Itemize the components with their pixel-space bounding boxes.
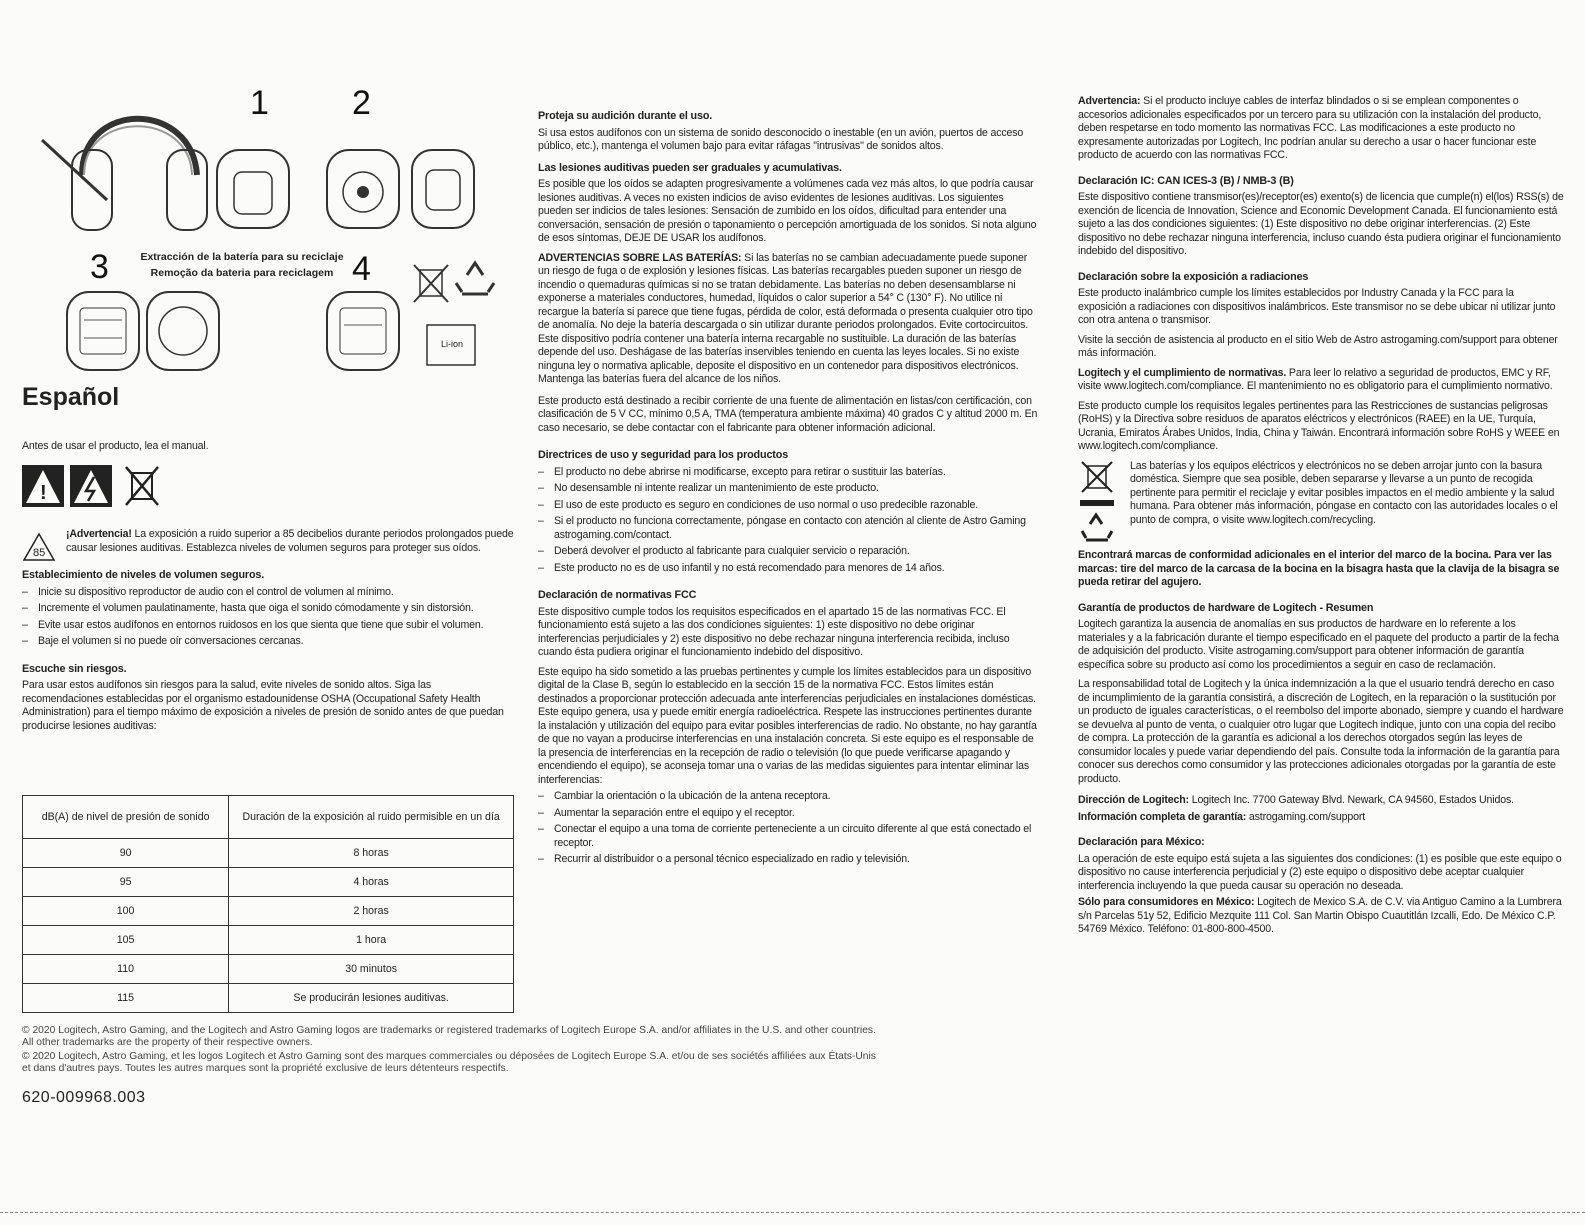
headset-illustration — [22, 80, 514, 380]
step-number-3: 3 — [90, 248, 109, 286]
list-item: – No desensamble ni intente realizar un mantenimiento de este producto. — [538, 482, 1038, 496]
safe-volume-heading: Establecimiento de niveles de volumen seguros. — [22, 569, 265, 581]
table-cell: 115 — [23, 984, 229, 1013]
li-ion-label: Li-ion — [440, 339, 463, 349]
consumer-label: Sólo para consumidores en México: — [1078, 896, 1255, 908]
battery-text: Si las baterías no se cambian adecuadamente puede suponer un riesgo de fuga o de explosión y lesiones físicas. Las baterías recargables pueden suponer un riesgo de incendio o quemaduras químicas si no se tratan debidamente. Las baterías no deben desensamblarse ni exponerse a materiales conductores, humedad, líquidos o calor superior a 54° C (130° F). No utilice ni recargue la batería si parece que tiene fugas, pérdida de color, está deformada o presenta cualquier otro tipo de anomalía. No deje la batería descargada o sin utilizar durante periodos prolongados. Evite cortocircuitos. Este dispositivo podría contener una batería interna recargable no sustituible. La duración de las baterías depende del uso. Deshágase de las baterías inservibles teniendo en cuenta las leyes locales. Si no existe ninguna ley o normativa aplicable, deposite el dispositivo en un contenedor para dispositivos electrónicos. Mantenga las baterías fuera del alcance de los niños. — [538, 251, 1033, 385]
footer-line: © 2020 Logitech, Astro Gaming, et les logos Logitech et Astro Gaming sont des marques commerciales ou déposées de Logitech Europe S.A. et/ou de ses sociétés affiliées aux États-Unis — [22, 1051, 876, 1062]
column-1 — [22, 440, 514, 454]
table-row — [23, 955, 514, 984]
safe-volume-list — [22, 586, 514, 649]
language-title: Español — [22, 383, 120, 411]
table-row — [23, 897, 514, 926]
footer-line: et dans d'autres pays. Toutes les autres marques sont la propriété exclusive de leurs détenteurs respectifs. — [22, 1063, 509, 1074]
table-cell: 110 — [23, 955, 229, 984]
fcc-text-2: Este equipo ha sido sometido a las pruebas pertinentes y cumple los límites establecidos para un dispositivo digital de la Clase B, según lo establecido en la sección 15 de la normativa FCC. Estos límites están destinados a proporcionar protección adecuada ante interferencias perjudiciales en instalaciones domésticas. Este equipo genera, usa y puede emitir energía radioeléctrica. Respete las instrucciones pertinentes durante la instalación y utilización del equipo para evitar posibles interferencias de radio. No obstante, no hay garantía de que no vayan a producirse interferencias en una instalación concreta. Si este equipo es el responsable de la presencia de interferencias en la recepción de radio o televisión (lo que puede verificarse apagando y encendiendo el equipo), se aconseja tomar una o varias de las medidas siguientes para intentar eliminar las interferencias: — [538, 665, 1037, 786]
power-text: Este producto está destinado a recibir corriente de una fuente de alimentación en listas/con certificación, con clasificación de 5 V CC, mínimo 0,5 A, TMA (temperatura ambiente máxima) 40 grados C y altitud 2000 m. En caso necesario, se debe contactar con el fabricante para obtener información adicional. — [538, 394, 1038, 434]
info-label: Información completa de garantía: — [1078, 810, 1247, 823]
footer-line: © 2020 Logitech, Astro Gaming, and the Logitech and Astro Gaming logos are trademarks or registered trademarks of Logitech Europe S.A. and/or affiliates in the U.S. and other countries. — [22, 1025, 876, 1036]
table-row — [23, 984, 514, 1013]
guidelines-list — [538, 466, 1038, 576]
table-cell: 95 — [23, 868, 229, 897]
consumer-text — [1078, 896, 1564, 937]
list-item: – Si el producto no funciona correctamente, póngase en contacto con atención al cliente de Astro Gaming astrogaming.com/contact. — [538, 515, 1038, 542]
fcc-heading: Declaración de normativas FCC — [538, 589, 697, 601]
step-number-4: 4 — [352, 250, 371, 288]
ic-text: Este dispositivo contiene transmisor(es)/receptor(es) exento(s) de licencia que cumple(n) el(los) RSS(s) de exención de licencia de Innovation, Science and Economic Development Canada. El funcionamiento está sujeto a las dos condiciones siguientes: (1) Este dispositivo no debe originar interferencias. (2) Este dispositivo no debe rechazar ninguna interferencia, incluso cuando ésta pudiera originar el funcionamiento indebido del dispositivo. — [1078, 191, 1564, 257]
fcc-text-1: Este dispositivo cumple todos los requisitos especificados en el apartado 15 de las normativas FCC. El funcionamiento está sujeto a las dos condiciones siguientes: 1) este dispositivo no debe originar interferencias perjudiciales y 2) este dispositivo no debe rechazar ninguna interferencia recibida, incluso cuando ésta pudiera originar el funcionamiento indebido del dispositivo. — [538, 605, 1010, 658]
hearing-warning-icon — [22, 532, 56, 562]
table-cell: 105 — [23, 926, 229, 955]
intro-text: Antes de usar el producto, lea el manual. — [22, 440, 209, 452]
table-cell: 30 minutos — [229, 955, 514, 984]
caption-pt: Remoção da bateria para reciclagem — [150, 267, 334, 279]
list-item: – Este producto no es de uso infantil y no está recomendado para menores de 14 años. — [538, 562, 1038, 576]
column-3 — [1078, 95, 1564, 937]
list-item: – Aumentar la separación entre el equipo y el receptor. — [538, 807, 1038, 821]
step-number-2: 2 — [352, 84, 371, 122]
table-cell: 8 horas — [229, 839, 514, 868]
weee-text: Las baterías y los equipos eléctricos y electrónicos no se deben arrojar junto con la basura doméstica. Siempre que sea posible, deben separarse y llevarse a un punto de recogida pertinente para permitir el reciclaje y evitar posibles impactos en el medio ambiente y la salud humana. Para obtener más información, póngase en contacto con las autoridades locales o el punto de compra, o visite www.logitech.com/recycling. — [1130, 459, 1558, 526]
rohs-text: Este producto cumple los requisitos legales pertinentes para las Restricciones de sustancias peligrosas (RoHS) y la Directiva sobre residuos de aparatos eléctricos y electrónicos (RAEE) en la UE, Turquía, Ucrania, Emiratos Árabes Unidos, India, China y Taiwán. Encontrará información sobre RoHS y WEEE en www.logitech.com/compliance. — [1078, 399, 1560, 452]
table-cell: 100 — [23, 897, 229, 926]
table-cell: Se producirán lesiones auditivas. — [229, 984, 514, 1013]
warn-label: Advertencia: — [1078, 95, 1141, 107]
listen-text: Para usar estos audífonos sin riesgos para la salud, evite niveles de sonido altos. Siga las recomendaciones establecidas por el organismo estadounidense OSHA (Occupational Safety Health Administration) para el tiempo máximo de exposición a niveles de presión de sonido antes de que puedan producirse lesiones auditivas: — [22, 679, 504, 732]
svg-text:!: ! — [40, 482, 47, 504]
fold-line — [0, 1212, 1585, 1213]
compliance-body: Para leer lo relativo a seguridad de productos, EMC y RF, visite www.logitech.com/compliance. El mantenimiento no es obligatorio para el cumplimiento normativo. — [1078, 366, 1553, 392]
caption-es: Extracción de la batería para su reciclaje — [140, 251, 344, 263]
marks-text: Encontrará marcas de conformidad adicionales en el interior del marco de la bocina. Para ver las marcas: tire del marco de la carcasa de la bocina en la bisagra hasta que la clavija de la bisagra se pueda retirar del agujero. — [1078, 549, 1560, 588]
radiation-text: Este producto inalámbrico cumple los límites establecidos por Industry Canada y la FCC para la exposición a radiaciones con dispositivos inalámbricos. Este transmisor no se debe ubicar ni utilizar junto con otra antena o transmisor. — [1078, 287, 1556, 326]
battery-label: ADVERTENCIAS SOBRE LAS BATERÍAS: — [538, 251, 742, 264]
fcc-warning — [1078, 95, 1564, 163]
gradual-heading: Las lesiones auditivas pueden ser graduales y acumulativas. — [538, 161, 842, 174]
table-cell: 90 — [23, 839, 229, 868]
mexico-heading: Declaración para México: — [1078, 836, 1205, 848]
table-header: Duración de la exposición al ruido permisible en un día — [229, 796, 514, 839]
ic-heading: Declaración IC: CAN ICES-3 (B) / NMB-3 (B) — [1078, 174, 1294, 187]
listen-heading: Escuche sin riesgos. — [22, 662, 127, 675]
mexico-text: La operación de este equipo está sujeta a las siguientes dos condiciones: (1) es posible que este equipo o dispositivo no cause interferencia perjudicial y (2) este equipo o dispositivo debe aceptar cualquier interferencia incluyendo la que pueda causar su operación no deseada. — [1078, 852, 1562, 892]
document-code: 620-009968.003 — [22, 1089, 146, 1106]
address-body: Logitech Inc. 7700 Gateway Blvd. Newark, CA 94560, Estados Unidos. — [1188, 794, 1514, 806]
protect-text: Si usa estos audífonos con un sistema de sonido desconocido o inestable (en un avión, puertos de acceso público, etc.), mantenga el volumen bajo para evitar ráfagas "intrusivas" de sonidos altos. — [538, 126, 1024, 152]
list-item: – Conectar el equipo a una toma de corriente perteneciente a un circuito diferente al que está conectado el receptor. — [538, 823, 1038, 850]
warranty-text-2: La responsabilidad total de Logitech y la única indemnización a la que el usuario tendrá derecho en caso de incumplimiento de la garantía consistirá, a discreción de Logitech, en la reparación o la sustitución por un producto de iguales características, o el reembolso del importe abonado, siempre y cuando el hardware se devuelva al punto de venta, o cualquier otro lugar que Logitech indique, junto con una copia del recibo de compra. La protección de la garantía es adicional a los derechos otorgados según las leyes de consumidor locales y puede variar dependiendo del país. Consulte toda la información de la garantía para conocer sus derechos como consumidor y las protecciones adicionales otorgadas por la garantía de este producto. — [1078, 678, 1564, 785]
weee-icons — [1078, 460, 1118, 550]
table-cell: 2 horas — [229, 897, 514, 926]
address-text — [1078, 794, 1564, 808]
table-row — [23, 926, 514, 955]
warning-label: ¡Advertencia! — [66, 528, 132, 540]
warranty-text-1: Logitech garantiza la ausencia de anomalías en sus productos de hardware en lo referente a los materiales y a la fabricación durante el tiempo especificado en el paquete del producto a partir de la fecha de adquisición del producto. Visite astrogaming.com/support para obtener información de garantía específica sobre su producto así como los procedimientos a seguir en caso de reclamación. — [1078, 618, 1559, 671]
list-item: – El uso de este producto es seguro en condiciones de uso normal o uso predecible razonable. — [538, 499, 1038, 513]
table-cell: 1 hora — [229, 926, 514, 955]
table-header-row — [23, 796, 514, 839]
radiation-heading: Declaración sobre la exposición a radiaciones — [1078, 270, 1309, 283]
battery-removal-diagram — [22, 80, 514, 380]
legal-footer — [22, 1025, 1032, 1075]
osha-table — [22, 795, 514, 1013]
list-item: – Deberá devolver el producto al fabricante para cualquier servicio o reparación. — [538, 545, 1038, 559]
compliance-label: Logitech y el cumplimiento de normativas. — [1078, 366, 1287, 379]
compliance-text — [1078, 367, 1564, 394]
address-label: Dirección de Logitech: — [1078, 794, 1189, 806]
column-2 — [538, 110, 1038, 867]
warranty-heading: Garantía de productos de hardware de Logitech - Resumen — [1078, 601, 1374, 614]
list-item: – Evite usar estos audífonos en entornos ruidosos en los que sienta que tiene que subir el volumen. — [22, 619, 514, 633]
list-item: – Inicie su dispositivo reproductor de audio con el control de volumen al mínimo. — [22, 586, 514, 600]
battery-warning — [538, 252, 1038, 387]
svg-text:85: 85 — [33, 547, 46, 559]
guidelines-heading: Directrices de uso y seguridad para los productos — [538, 449, 789, 461]
warranty-info — [1078, 811, 1564, 825]
consumer-body: Logitech de Mexico S.A. de C.V. via Antiguo Camino a la Lumbrera s/n Parcelas 51y 52, Edificio Mezquite 111 Col. San Martin Obispo Cuautitlán Izcalli, Edo. De México C.P. 54769 México. Teléfono: 01-800-800-4500. — [1078, 896, 1562, 935]
footer-line: All other trademarks are the property of their respective owners. — [22, 1037, 313, 1048]
list-item: – Recurrir al distribuidor o a personal técnico especializado en radio y televisión. — [538, 853, 1038, 867]
table-row — [23, 839, 514, 868]
warning-icons — [22, 465, 182, 516]
warn-text: Si el producto incluye cables de interfaz blindados o si se emplean componentes o accesorios adicionales especificados por un tercero para su utilización con la instalación del producto, deben respetarse en todo momento las normativas FCC. Las modificaciones a este producto no expresamente autorizadas por Logitech, Inc podrían anular su derecho a usar o hacer funcionar este producto de acuerdo con las normativas FCC. — [1078, 95, 1542, 161]
list-item: – El producto no debe abrirse ni modificarse, excepto para retirar o sustituir las baterías. — [538, 466, 1038, 480]
gradual-text: Es posible que los oídos se adapten progresivamente a volúmenes cada vez más altos, lo que podría causar lesiones auditivas. A veces no existen indicios de aviso evidentes de lesiones auditivas. Los siguientes pueden ser indicios de tales lesiones: Sensación de zumbido en los oídos, dificultad para entender una conversación, sensación de presión o taponamiento o percepción amortiguada de los sonidos. Si nota alguno de esos síntomas, DEJE DE USAR los audífonos. — [538, 178, 1037, 244]
table-cell: 4 horas — [229, 868, 514, 897]
warning-text: La exposición a ruido superior a 85 decibelios durante periodos prolongados puede causar lesiones auditivas. Establezca niveles de volumen seguros para proteger sus oídos. — [66, 528, 514, 554]
info-body: astrogaming.com/support — [1246, 810, 1365, 823]
list-item: – Cambiar la orientación o la ubicación de la antena receptora. — [538, 790, 1038, 804]
protect-heading: Proteja su audición durante el uso. — [538, 110, 713, 122]
table-row — [23, 868, 514, 897]
step-number-1: 1 — [250, 84, 269, 122]
list-item: – Baje el volumen si no puede oír conversaciones cercanas. — [22, 635, 514, 649]
weee-block — [1078, 460, 1564, 528]
hearing-warning — [22, 528, 514, 555]
recycle-icon — [1082, 515, 1112, 540]
visit-text: Visite la sección de asistencia al producto en el sitio Web de Astro astrogaming.com/support para obtener más información. — [1078, 333, 1558, 359]
list-item: – Incremente el volumen paulatinamente, hasta que oiga el sonido cómodamente y sin distorsión. — [22, 602, 514, 616]
table-header: dB(A) de nivel de presión de sonido — [23, 796, 229, 839]
fcc-list — [538, 790, 1038, 867]
